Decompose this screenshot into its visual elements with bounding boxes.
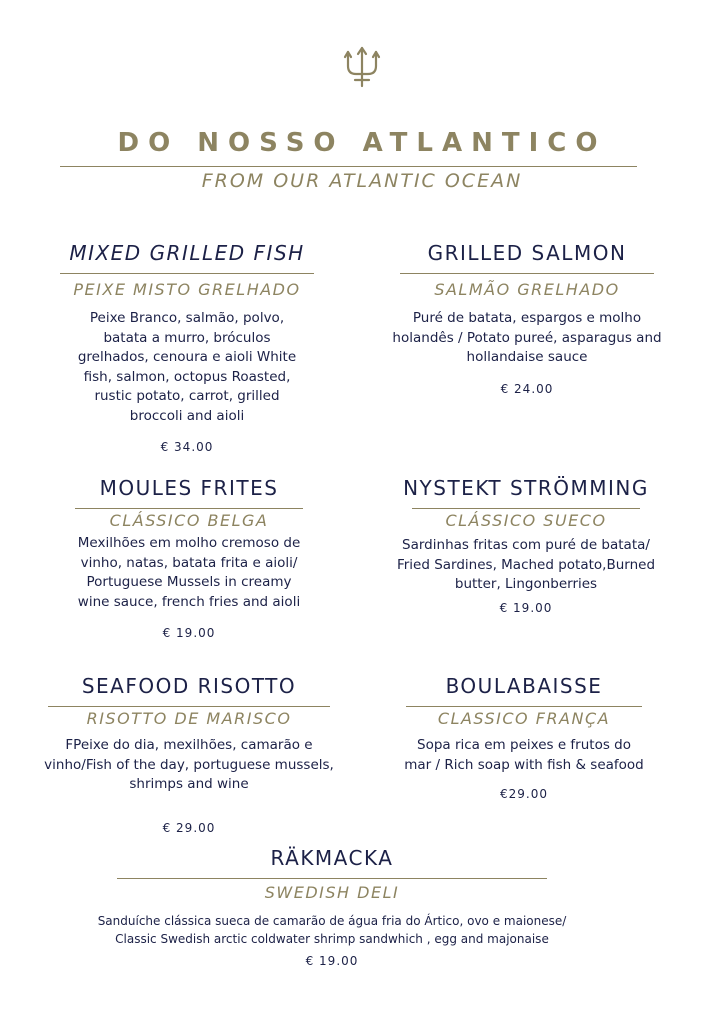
dish-divider <box>75 508 303 509</box>
dish-title: MOULES FRITES <box>99 476 279 500</box>
dish-divider <box>48 706 330 707</box>
trident-icon <box>342 44 382 90</box>
dish-divider <box>60 273 314 274</box>
dish-title: BOULABAISSE <box>445 674 603 698</box>
dish-subtitle: PEIXE MISTO GRELHADO <box>73 280 301 299</box>
dish-price: €29.00 <box>500 787 548 801</box>
dish-title: RÄKMACKA <box>270 846 394 870</box>
menu-item-boulabaisse <box>376 674 672 801</box>
dish-divider <box>406 706 642 707</box>
menu-item-grilled-salmon <box>376 241 678 396</box>
dish-title: MIXED GRILLED FISH <box>69 241 305 265</box>
dish-price: € 29.00 <box>162 820 216 835</box>
menu-item-nystekt-stromming <box>366 476 686 615</box>
dish-price: € 19.00 <box>162 626 216 640</box>
dish-divider <box>412 508 640 509</box>
menu-item-seafood-risotto <box>40 674 338 835</box>
dish-divider <box>117 878 547 879</box>
dish-price: € 34.00 <box>160 440 214 454</box>
dish-subtitle: SALMÃO GRELHADO <box>434 280 620 299</box>
dish-description: Sopa rica em peixes e frutos do mar / Rich soap with fish & seafood <box>404 737 644 773</box>
page-subtitle: FROM OUR ATLANTIC OCEAN <box>201 170 523 192</box>
dish-subtitle: CLÁSSICO BELGA <box>109 511 269 530</box>
dish-description: FPeixe do dia, mexilhões, camarão e vinho/Fish of the day, portuguese mussels, shrimps and wine <box>44 737 334 792</box>
dish-price: € 24.00 <box>500 381 554 396</box>
page-title: DO NOSSO ATLANTICO <box>117 128 607 158</box>
dish-divider <box>400 273 654 274</box>
dish-price: € 19.00 <box>499 600 553 615</box>
dish-description: Mexilhões em molho cremoso de vinho, natas, batata frita e aioli/ Portuguese Mussels in creamy wine sauce, french fries and aioli <box>77 535 301 610</box>
dish-subtitle: CLÁSSICO SUECO <box>445 511 607 530</box>
dish-subtitle: RISOTTO DE MARISCO <box>86 709 292 728</box>
dish-price: € 19.00 <box>305 954 359 968</box>
dish-description: Sardinhas fritas com puré de batata/ Fried Sardines, Mached potato,Burned butter, Lingonberries <box>396 537 656 592</box>
title-divider <box>60 166 637 167</box>
dish-subtitle: CLASSICO FRANÇA <box>437 709 611 728</box>
dish-description: Puré de batata, espargos e molho holandês / Potato pureé, asparagus and hollandaise sauce <box>392 310 662 365</box>
dish-title: GRILLED SALMON <box>427 241 627 265</box>
menu-item-moules-frites <box>40 476 338 640</box>
dish-description: Sanduíche clássica sueca de camarão de água fria do Ártico, ovo e maionese/ Classic Swedish arctic coldwater shrimp sandwhich , egg and majonaise <box>97 914 567 946</box>
dish-title: NYSTEKT STRÖMMING <box>403 476 649 500</box>
menu-item-rakmacka <box>80 846 584 968</box>
dish-title: SEAFOOD RISOTTO <box>81 674 297 698</box>
menu-item-mixed-grilled-fish <box>40 241 334 454</box>
dish-subtitle: SWEDISH DELI <box>264 883 400 902</box>
dish-description: Peixe Branco, salmão, polvo, batata a murro, bróculos grelhados, cenoura e aioli White fish, salmon, octopus Roasted, rustic potato, carrot, grilled broccoli and aioli <box>77 310 297 424</box>
